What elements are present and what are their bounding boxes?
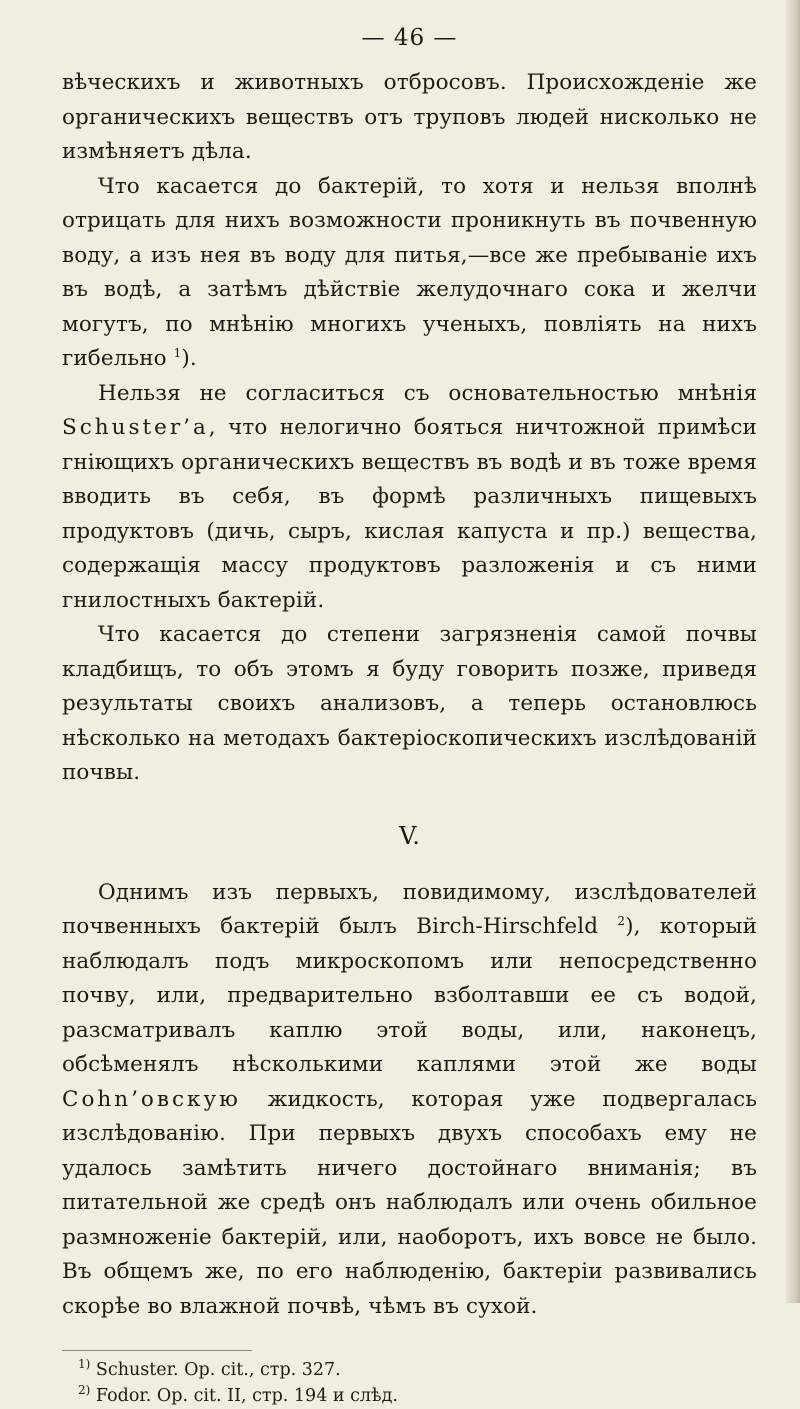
footnote-2 — [62, 1383, 757, 1409]
paragraph-tail: ). — [181, 346, 197, 371]
paragraph-text: ), который наблюдалъ подъ микроскопомъ или непосредственно почву, или, предварительно взболтавши ее съ водой, разсматривалъ каплю этой воды, или, наконецъ, обсѣменялъ нѣсколькими каплями этой же воды — [62, 914, 757, 1077]
page-number: — 46 — — [361, 25, 458, 51]
footnote-mark: 1) — [78, 1357, 91, 1372]
paragraph-text: Нельзя не согласиться съ основательностью мнѣнія — [98, 380, 757, 406]
footnote-ref-1[interactable]: 1 — [173, 345, 182, 360]
footnote-text: Schuster. Op. cit., стр. 327. — [95, 1360, 341, 1380]
paragraph-schuster — [62, 377, 757, 619]
footnotes — [62, 1357, 757, 1409]
book-page — [62, 22, 757, 1409]
author-name-birch-hirschfeld: Birch-Hirschfeld — [416, 914, 599, 939]
author-name-schuster: Schuster’a — [62, 415, 209, 440]
body-text — [62, 66, 757, 1324]
author-name-cohn: Cohn’овскую — [62, 1086, 241, 1112]
footnote-mark: 2) — [78, 1383, 91, 1398]
paragraph-text: , что нелогично бояться ничтожной примѣси гніющихъ органическихъ веществъ въ водѣ и въ тоже время вводить въ себя, въ формѣ различныхъ пищевыхъ продуктовъ (дичь, сыръ, кислая капуста и пр.) вещества, содержащія массу продуктовъ разложенія и съ ними гнилостныхъ бактерій. — [62, 415, 757, 613]
paragraph-text: вѣческихъ и животныхъ отбросовъ. Происхожденіе же органическихъ веществъ отъ труповъ людей нисколько не измѣняетъ дѣла. — [62, 70, 757, 164]
paragraph-bacteria-water — [62, 170, 757, 377]
footnote-divider — [62, 1350, 252, 1351]
footnote-1 — [62, 1357, 757, 1383]
page-edge-shadow — [786, 0, 800, 1303]
section-heading: V. — [399, 821, 420, 850]
footnote-ref-2[interactable]: 2 — [617, 913, 626, 928]
paragraph-text: Что касается до степени загрязненія самой почвы кладбищъ, то объ этомъ я буду говорить позже, приведя результаты своихъ анализовъ, а теперь остановлюсь нѣсколько на методахъ бактеріоскопическихъ изслѣдованій почвы. — [62, 622, 757, 785]
paragraph-continued — [62, 66, 757, 170]
paragraph-text: Однимъ изъ первыхъ, повидимому, изслѣдователей почвенныхъ бактерій былъ — [62, 879, 757, 939]
paragraph-cemetery-soil — [62, 618, 757, 791]
paragraph-birch-hirschfeld — [62, 876, 757, 1325]
footnote-text: Fodor. Op. cit. II, стр. 194 и слѣд. — [95, 1386, 398, 1406]
paragraph-text: Что касается до бактерій, то хотя и нельзя вполнѣ отрицать для нихъ возможности проникнуть въ почвенную воду, а изъ нея въ воду для питья,—все же пребываніе ихъ въ водѣ, а затѣмъ дѣйствіе желудочнаго сока и желчи могутъ, по мнѣнію многихъ ученыхъ, повліять на нихъ гибельно — [62, 173, 757, 371]
paragraph-text: жидкость, которая уже подвергалась изслѣдованію. При первыхъ двухъ способахъ ему не удалось замѣтить ничего достойнаго вниманія; въ питательной же средѣ онъ наблюдалъ или очень обильное размноженіе бактерій, или, наоборотъ, ихъ вовсе не было. Въ общемъ же, по его наблюденію, бактеріи развивались скорѣе во влажной почвѣ, чѣмъ въ сухой. — [62, 1086, 758, 1319]
